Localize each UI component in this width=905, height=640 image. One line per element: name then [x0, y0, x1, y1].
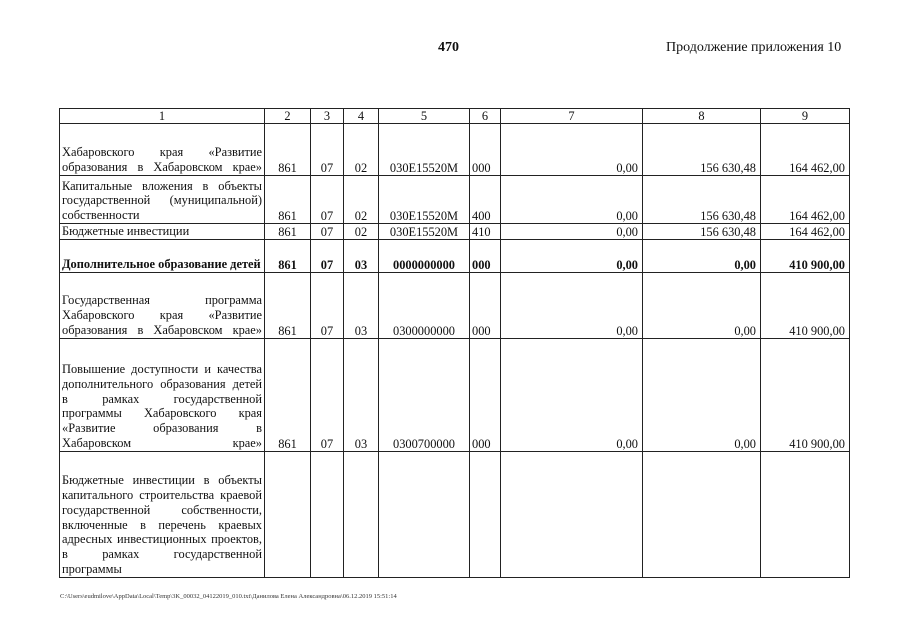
cell-col8: 0,00	[643, 272, 761, 338]
column-header: 6	[470, 109, 501, 124]
cell-col7: 0,00	[501, 338, 643, 451]
cell-col4: 02	[344, 224, 379, 240]
cell-col5: 0000000000	[379, 239, 470, 272]
column-header: 5	[379, 109, 470, 124]
cell-col7: 0,00	[501, 224, 643, 240]
row-name: Бюджетные инвестиции	[60, 224, 265, 240]
cell-col4: 03	[344, 239, 379, 272]
cell-col8: 156 630,48	[643, 176, 761, 224]
row-name: Государственная программа Хабаровского края «Развитие образования в Хабаровском крае»	[60, 272, 265, 338]
cell-col3	[311, 451, 344, 577]
table-header-row	[60, 109, 850, 124]
continuation-title: Продолжение приложения 10	[666, 40, 842, 55]
row-name: Дополнительное образование детей	[60, 239, 265, 272]
cell-col6: 400	[470, 176, 501, 224]
column-header: 8	[643, 109, 761, 124]
cell-col8: 0,00	[643, 239, 761, 272]
column-header: 2	[265, 109, 311, 124]
table-row	[60, 451, 850, 577]
table-row	[60, 239, 850, 272]
cell-col7	[501, 451, 643, 577]
row-name: Хабаровского края «Развитие образования в Хабаровском крае»	[60, 124, 265, 176]
cell-col4: 03	[344, 338, 379, 451]
cell-col9: 164 462,00	[761, 224, 850, 240]
cell-col4: 03	[344, 272, 379, 338]
row-name: Бюджетные инвестиции в объекты капитального строительства краевой государственной собственности, включенные в перечень краевых адресных инвестиционных проектов, в рамках государственной программы	[60, 451, 265, 577]
cell-col3: 07	[311, 338, 344, 451]
cell-col2: 861	[265, 176, 311, 224]
cell-col5: 0300000000	[379, 272, 470, 338]
cell-col5	[379, 451, 470, 577]
cell-col7: 0,00	[501, 272, 643, 338]
cell-col5: 0300700000	[379, 338, 470, 451]
cell-col8: 156 630,48	[643, 224, 761, 240]
cell-col6: 000	[470, 338, 501, 451]
cell-col4: 02	[344, 124, 379, 176]
cell-col4: 02	[344, 176, 379, 224]
table-row	[60, 176, 850, 224]
cell-col5: 030E15520M	[379, 124, 470, 176]
cell-col6: 000	[470, 272, 501, 338]
cell-col3: 07	[311, 124, 344, 176]
row-name: Повышение доступности и качества дополнительного образования детей в рамках государственной программы Хабаровского края «Развитие образования в Хабаровском крае»	[60, 338, 265, 451]
cell-col6	[470, 451, 501, 577]
row-name: Капитальные вложения в объекты государственной (муниципальной) собственности	[60, 176, 265, 224]
column-header: 3	[311, 109, 344, 124]
cell-col3: 07	[311, 239, 344, 272]
cell-col6: 410	[470, 224, 501, 240]
footer-file-path: C:\Users\eudmilove\AppData\Local\Temp\3K_00032_04122019_010.txt\Данилова Елена Александровна\06.12.2019 15:51:14	[60, 593, 397, 600]
cell-col2: 861	[265, 124, 311, 176]
column-header: 1	[60, 109, 265, 124]
cell-col3: 07	[311, 176, 344, 224]
table-row	[60, 338, 850, 451]
cell-col2: 861	[265, 338, 311, 451]
cell-col5: 030E15520M	[379, 224, 470, 240]
cell-col7: 0,00	[501, 176, 643, 224]
column-header: 4	[344, 109, 379, 124]
cell-col7: 0,00	[501, 124, 643, 176]
cell-col8	[643, 451, 761, 577]
cell-col9: 410 900,00	[761, 239, 850, 272]
cell-col2	[265, 451, 311, 577]
cell-col4	[344, 451, 379, 577]
column-header: 9	[761, 109, 850, 124]
cell-col2: 861	[265, 272, 311, 338]
cell-col6: 000	[470, 124, 501, 176]
cell-col2: 861	[265, 224, 311, 240]
cell-col9: 410 900,00	[761, 338, 850, 451]
column-header: 7	[501, 109, 643, 124]
cell-col7: 0,00	[501, 239, 643, 272]
table-row	[60, 124, 850, 176]
cell-col3: 07	[311, 272, 344, 338]
cell-col5: 030E15520M	[379, 176, 470, 224]
cell-col9: 410 900,00	[761, 272, 850, 338]
cell-col8: 0,00	[643, 338, 761, 451]
cell-col8: 156 630,48	[643, 124, 761, 176]
table-row	[60, 224, 850, 240]
cell-col2: 861	[265, 239, 311, 272]
page-number: 470	[438, 40, 459, 55]
table-row	[60, 272, 850, 338]
cell-col9	[761, 451, 850, 577]
cell-col9: 164 462,00	[761, 176, 850, 224]
budget-table	[59, 108, 850, 578]
cell-col9: 164 462,00	[761, 124, 850, 176]
cell-col6: 000	[470, 239, 501, 272]
cell-col3: 07	[311, 224, 344, 240]
